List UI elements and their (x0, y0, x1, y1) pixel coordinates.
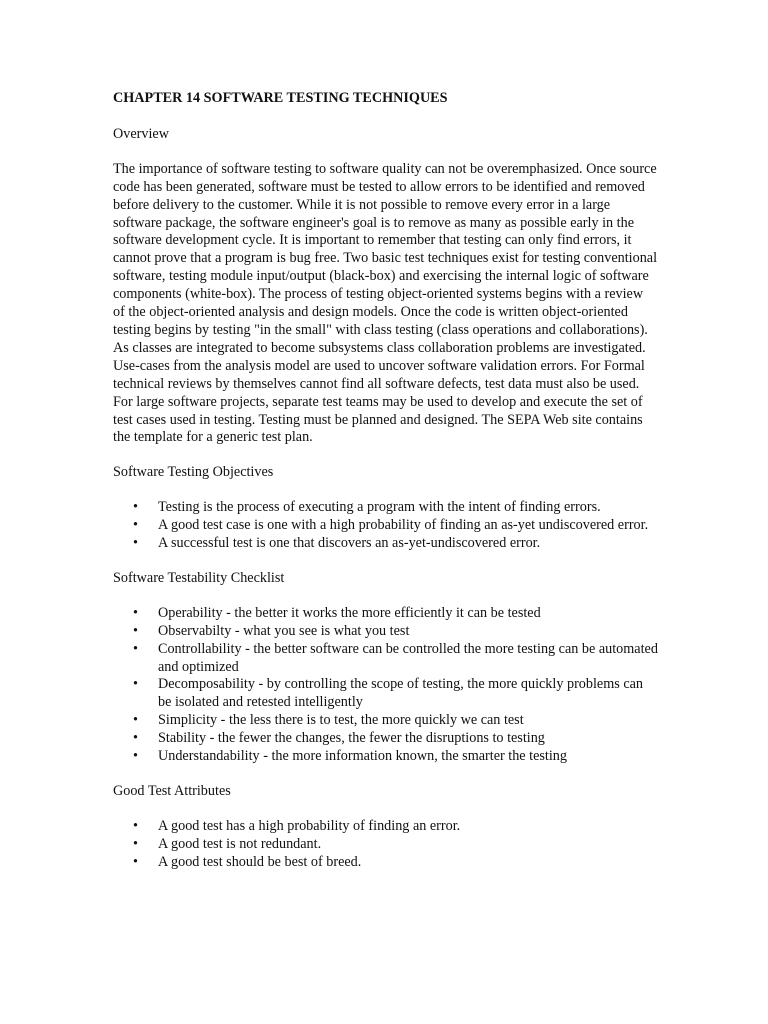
list-item (113, 854, 658, 872)
list-item (113, 623, 658, 641)
list-item-text: A good test case is one with a high probability of finding an as-yet undiscovered error. (158, 517, 649, 534)
bullet-icon: • (133, 712, 138, 729)
objectives-heading: Software Testing Objectives (113, 464, 274, 481)
bullet-icon: • (133, 853, 138, 870)
list-item (113, 641, 658, 677)
bullet-icon: • (133, 676, 138, 693)
list-item-text: Operability - the better it works the more efficiently it can be tested (158, 604, 541, 621)
list-item (113, 730, 658, 748)
list-item (113, 605, 658, 623)
bullet-icon: • (133, 640, 138, 657)
objectives-list (113, 499, 658, 553)
attributes-heading: Good Test Attributes (113, 783, 231, 799)
list-item-text: Testing is the process of executing a program with the intent of finding errors. (158, 499, 601, 516)
list-item (113, 535, 658, 553)
list-item (113, 818, 658, 836)
bullet-icon: • (133, 535, 138, 552)
overview-heading: Overview (113, 125, 169, 142)
list-item-text: Controllability - the better software can be controlled the more testing can be automated and optimized (158, 640, 658, 675)
bullet-icon: • (133, 748, 138, 765)
bullet-icon: • (133, 730, 138, 747)
list-item (113, 712, 658, 730)
list-item-text: Decomposability - by controlling the scope of testing, the more quickly problems can be isolated and retested intelligently (158, 676, 644, 711)
chapter-title: CHAPTER 14 SOFTWARE TESTING TECHNIQUES (113, 90, 448, 106)
list-item-text: Observabilty - what you see is what you test (158, 622, 410, 639)
list-item (113, 748, 658, 766)
list-item-text: Simplicity - the less there is to test, the more quickly we can test (158, 712, 524, 729)
list-item (113, 499, 658, 517)
list-item-text: A good test has a high probability of finding an error. (158, 817, 461, 834)
list-item-text: A good test is not redundant. (158, 835, 322, 852)
bullet-icon: • (133, 835, 138, 852)
checklist-heading: Software Testability Checklist (113, 569, 285, 586)
bullet-icon: • (133, 604, 138, 621)
list-item (113, 836, 658, 854)
list-item-text: A good test should be best of breed. (158, 853, 362, 870)
list-item (113, 676, 658, 712)
attributes-list (113, 818, 658, 872)
list-item (113, 517, 658, 535)
document-page (113, 90, 658, 889)
checklist-list (113, 605, 658, 766)
overview-paragraph: The importance of software testing to software quality can not be overemphasized. Once source code has been generated, software must be tested to allow errors to be identified and removed before delivery to the customer. While it is not possible to remove every error in a large software package, the software engineer's goal is to remove as many as possible early in the software development cycle. It is important to remember that testing can only find errors, it cannot prove that a program is bug free. Two basic test techniques exist for testing conventional software, testing module input/output (black-box) and exercising the internal logic of software components (white-box). The process of testing object-oriented systems begins with a review of the object-oriented analysis and design models. Once the code is written object-oriented testing begins by testing "in the small" with class testing (class operations and collaborations). As classes are integrated to become subsystems class collaboration problems are investigated. Use-cases from the analysis model are used to uncover software validation errors. For Formal technical reviews by themselves cannot find all software defects, test data must also be used. For large software projects, separate test teams may be used to develop and execute the set of test cases used in testing. Testing must be planned and designed. The SEPA Web site contains the template for a generic test plan. (113, 160, 658, 446)
bullet-icon: • (133, 517, 138, 534)
bullet-icon: • (133, 817, 138, 834)
list-item-text: A successful test is one that discovers an as-yet-undiscovered error. (158, 535, 541, 552)
bullet-icon: • (133, 622, 138, 639)
list-item-text: Stability - the fewer the changes, the fewer the disruptions to testing (158, 730, 545, 747)
list-item-text: Understandability - the more information known, the smarter the testing (158, 748, 567, 765)
bullet-icon: • (133, 499, 138, 516)
